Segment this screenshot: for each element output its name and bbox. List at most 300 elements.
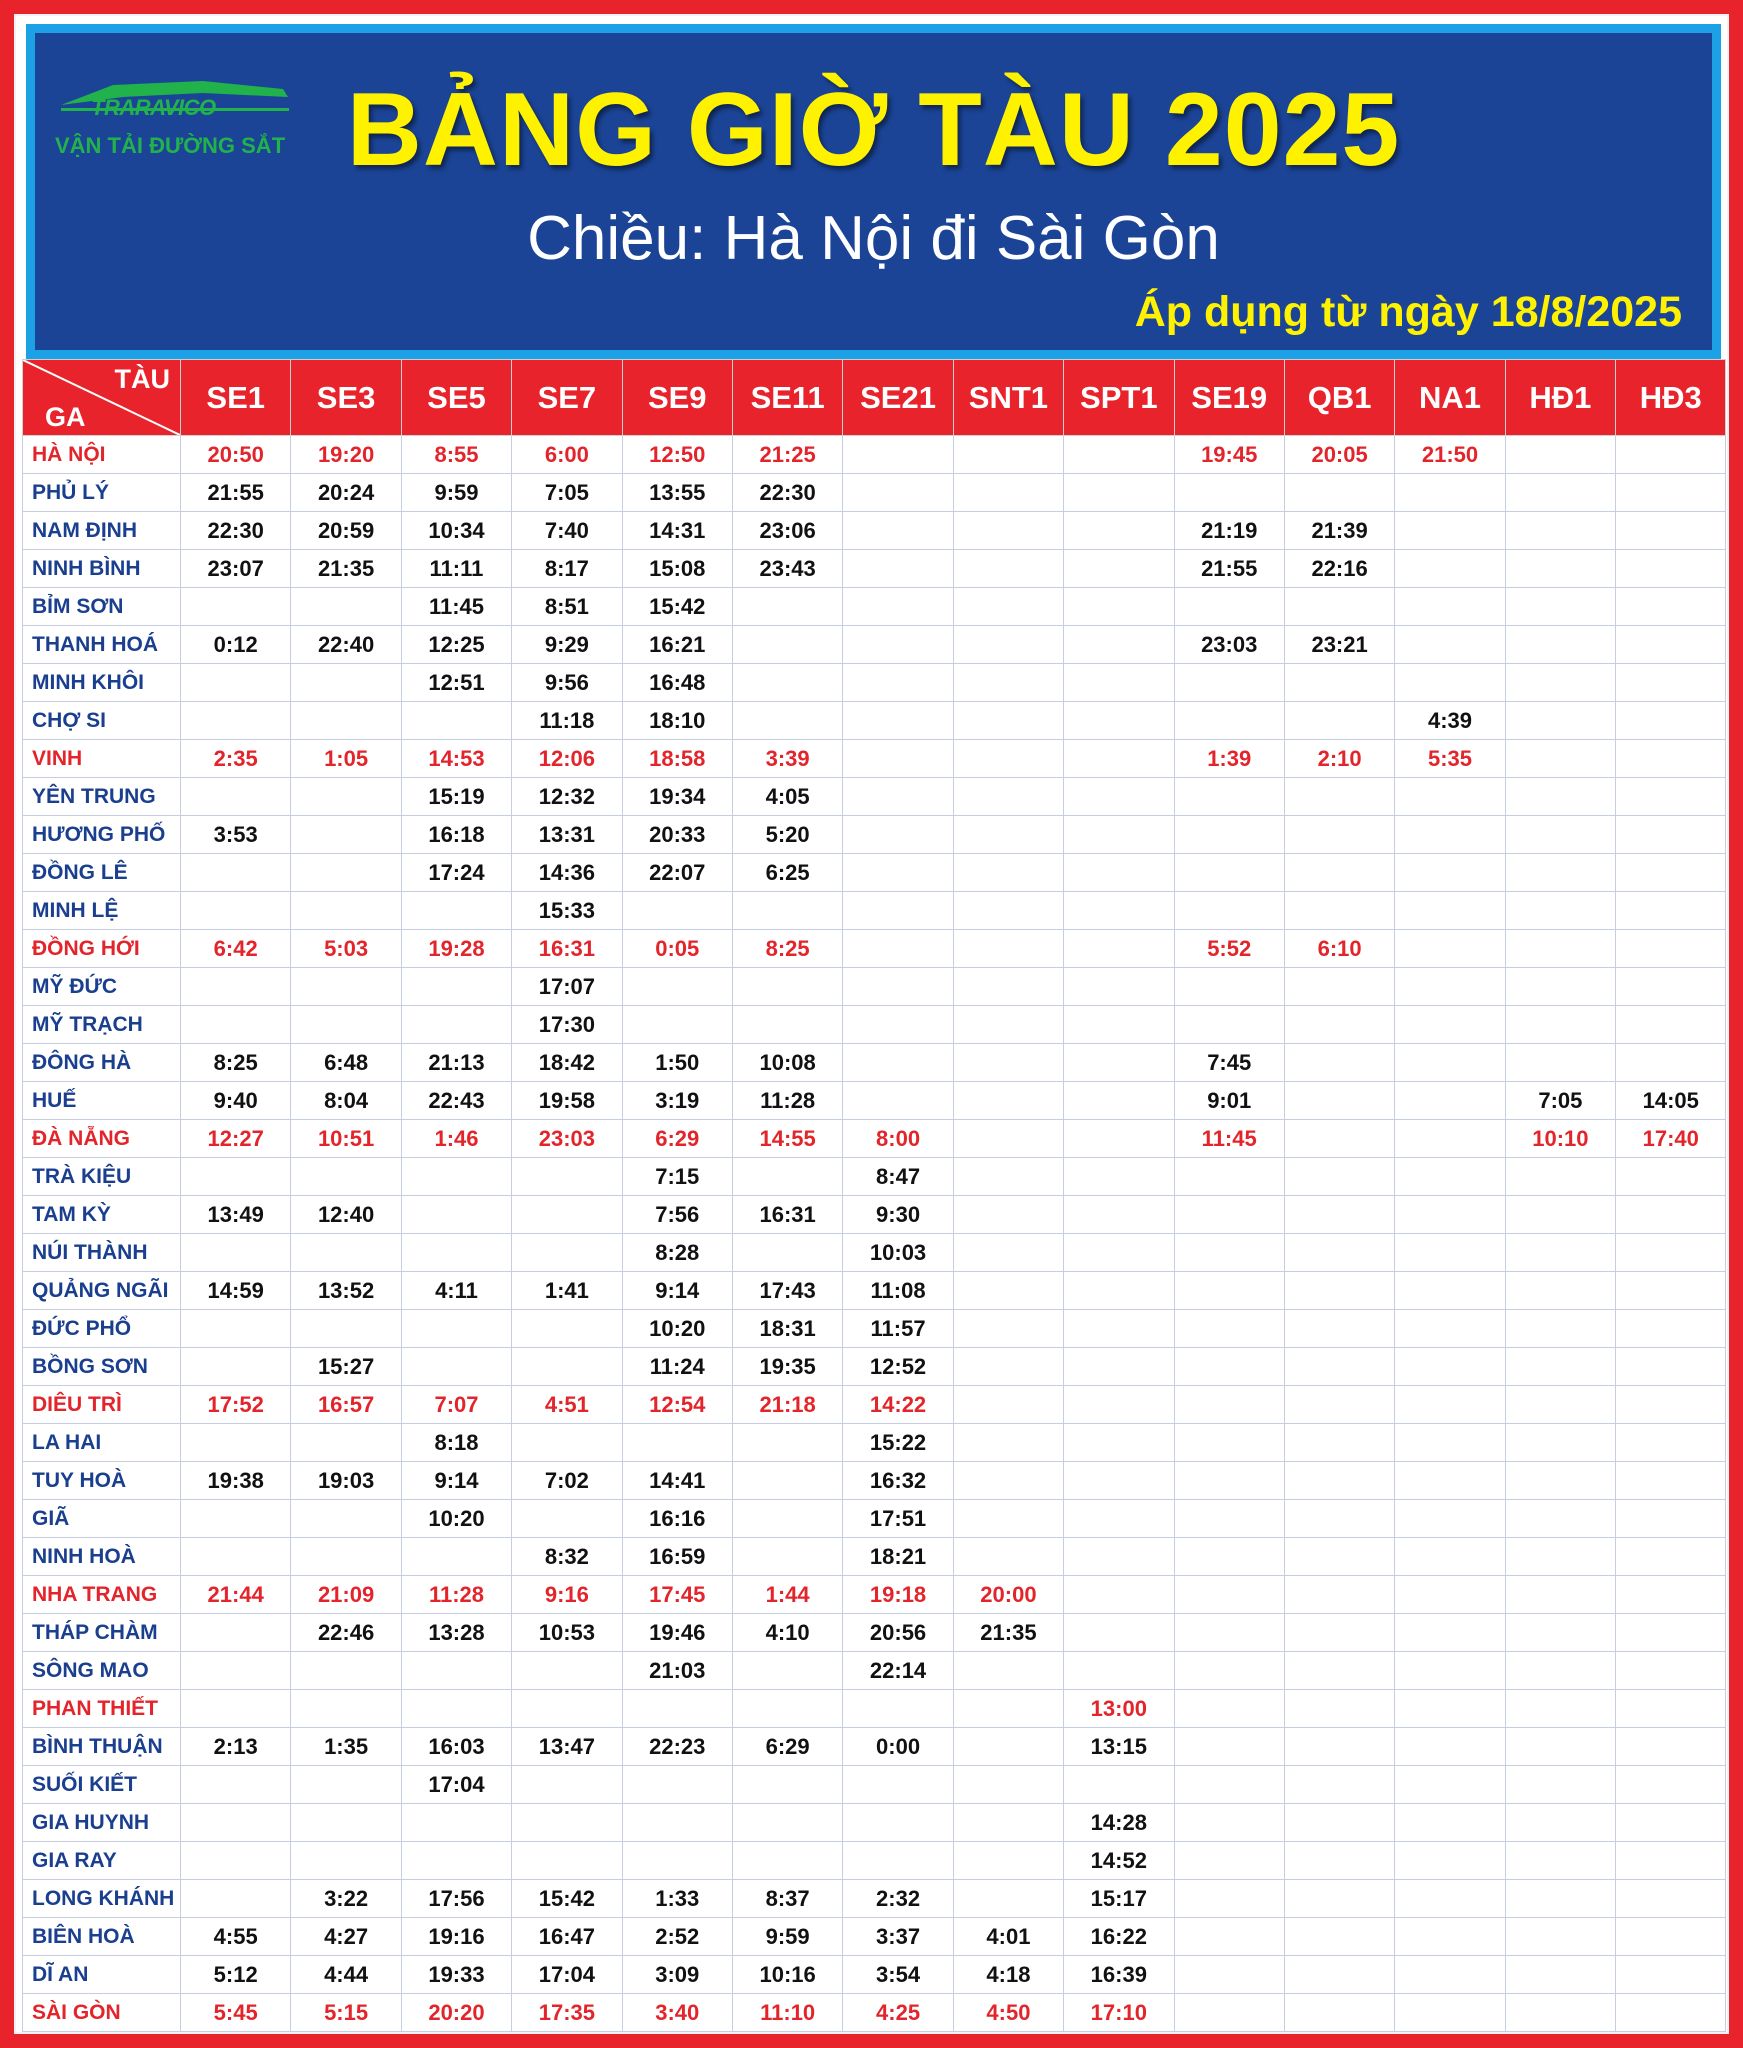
station-name: GIÃ: [23, 1500, 181, 1538]
time-cell: [1616, 1652, 1726, 1690]
time-cell: [1616, 1500, 1726, 1538]
time-cell: [181, 1234, 291, 1272]
time-cell: [1395, 664, 1505, 702]
station-row: [23, 1082, 1726, 1120]
time-cell: [1395, 1044, 1505, 1082]
time-cell: 4:27: [291, 1918, 401, 1956]
time-cell: 16:21: [622, 626, 732, 664]
time-cell: 17:24: [401, 854, 511, 892]
time-cell: [181, 1652, 291, 1690]
time-cell: [401, 1690, 511, 1728]
station-name: THANH HOÁ: [23, 626, 181, 664]
time-cell: 23:07: [181, 550, 291, 588]
time-cell: [1064, 1082, 1174, 1120]
station-row: [23, 664, 1726, 702]
time-cell: [732, 1804, 842, 1842]
time-cell: [1064, 512, 1174, 550]
station-row: [23, 1956, 1726, 1994]
time-cell: [1284, 1614, 1394, 1652]
time-cell: [1174, 1652, 1284, 1690]
time-cell: [1284, 1196, 1394, 1234]
time-cell: [291, 1158, 401, 1196]
time-cell: 9:29: [512, 626, 622, 664]
time-cell: [401, 1842, 511, 1880]
time-cell: 7:05: [1505, 1082, 1615, 1120]
time-cell: [181, 1006, 291, 1044]
station-name: DĨ AN: [23, 1956, 181, 1994]
station-row: [23, 1158, 1726, 1196]
time-cell: 19:33: [401, 1956, 511, 1994]
time-cell: [401, 1310, 511, 1348]
time-cell: [953, 1348, 1063, 1386]
time-cell: [1395, 1500, 1505, 1538]
train-header: SE1: [181, 360, 291, 436]
time-cell: [291, 1006, 401, 1044]
time-cell: [1505, 1272, 1615, 1310]
time-cell: 9:14: [401, 1462, 511, 1500]
time-cell: [1284, 1082, 1394, 1120]
time-cell: 11:11: [401, 550, 511, 588]
time-cell: [1395, 816, 1505, 854]
station-name: NHA TRANG: [23, 1576, 181, 1614]
time-cell: 12:06: [512, 740, 622, 778]
time-cell: [843, 664, 953, 702]
time-cell: [1395, 1310, 1505, 1348]
time-cell: [1395, 854, 1505, 892]
time-cell: [1064, 1196, 1174, 1234]
time-cell: [1616, 1310, 1726, 1348]
corner-cell: [23, 360, 181, 436]
time-cell: [953, 512, 1063, 550]
time-cell: 22:40: [291, 626, 401, 664]
time-cell: [1616, 550, 1726, 588]
time-cell: [1395, 1386, 1505, 1424]
time-cell: [1395, 1804, 1505, 1842]
station-row: [23, 1006, 1726, 1044]
time-cell: [1395, 626, 1505, 664]
time-cell: [953, 930, 1063, 968]
time-cell: [1505, 626, 1615, 664]
time-cell: [1174, 1462, 1284, 1500]
time-cell: [1505, 474, 1615, 512]
station-row: [23, 436, 1726, 474]
time-cell: [291, 1424, 401, 1462]
time-cell: 6:00: [512, 436, 622, 474]
station-row: [23, 1272, 1726, 1310]
time-cell: [953, 436, 1063, 474]
time-cell: 4:10: [732, 1614, 842, 1652]
time-cell: 18:42: [512, 1044, 622, 1082]
time-cell: [953, 1652, 1063, 1690]
time-cell: [1505, 512, 1615, 550]
time-cell: 18:10: [622, 702, 732, 740]
time-cell: 19:45: [1174, 436, 1284, 474]
train-header: QB1: [1284, 360, 1394, 436]
time-cell: [843, 968, 953, 1006]
time-cell: [1395, 1842, 1505, 1880]
time-cell: 20:33: [622, 816, 732, 854]
station-row: [23, 968, 1726, 1006]
station-row: [23, 1728, 1726, 1766]
time-cell: 7:02: [512, 1462, 622, 1500]
station-name: TRÀ KIỆU: [23, 1158, 181, 1196]
time-cell: 3:22: [291, 1880, 401, 1918]
time-cell: [732, 892, 842, 930]
time-cell: 12:27: [181, 1120, 291, 1158]
time-cell: [181, 1424, 291, 1462]
time-cell: 14:52: [1064, 1842, 1174, 1880]
time-cell: [1395, 512, 1505, 550]
time-cell: [732, 1766, 842, 1804]
station-row: [23, 1500, 1726, 1538]
time-cell: [401, 1234, 511, 1272]
time-cell: 17:43: [732, 1272, 842, 1310]
time-cell: 2:32: [843, 1880, 953, 1918]
station-row: [23, 892, 1726, 930]
time-cell: [622, 1690, 732, 1728]
time-cell: [1616, 1424, 1726, 1462]
time-cell: 10:20: [622, 1310, 732, 1348]
time-cell: [1616, 512, 1726, 550]
time-cell: 20:56: [843, 1614, 953, 1652]
time-cell: 17:56: [401, 1880, 511, 1918]
time-cell: [1174, 664, 1284, 702]
time-cell: [1616, 1614, 1726, 1652]
station-name: HUẾ: [23, 1082, 181, 1120]
time-cell: [843, 740, 953, 778]
time-cell: 17:04: [512, 1956, 622, 1994]
station-name: TUY HOÀ: [23, 1462, 181, 1500]
time-cell: [181, 702, 291, 740]
time-cell: [181, 1880, 291, 1918]
time-cell: 22:30: [732, 474, 842, 512]
header-row: [23, 360, 1726, 436]
time-cell: 22:30: [181, 512, 291, 550]
time-cell: [1505, 1386, 1615, 1424]
time-cell: [1064, 664, 1174, 702]
time-cell: 10:51: [291, 1120, 401, 1158]
time-cell: [1284, 1880, 1394, 1918]
time-cell: [1616, 930, 1726, 968]
time-cell: [1616, 474, 1726, 512]
time-cell: 21:19: [1174, 512, 1284, 550]
time-cell: [1616, 854, 1726, 892]
station-row: [23, 1120, 1726, 1158]
station-name: MINH KHÔI: [23, 664, 181, 702]
train-header: SE21: [843, 360, 953, 436]
time-cell: [953, 626, 1063, 664]
time-cell: 10:03: [843, 1234, 953, 1272]
time-cell: 18:21: [843, 1538, 953, 1576]
time-cell: 13:49: [181, 1196, 291, 1234]
time-cell: 16:39: [1064, 1956, 1174, 1994]
time-cell: 22:16: [1284, 550, 1394, 588]
time-cell: 21:25: [732, 436, 842, 474]
time-cell: [181, 1538, 291, 1576]
time-cell: [1284, 778, 1394, 816]
time-cell: [1616, 436, 1726, 474]
station-name: HÀ NỘI: [23, 436, 181, 474]
time-cell: 9:59: [732, 1918, 842, 1956]
time-cell: [1505, 1956, 1615, 1994]
time-cell: [1284, 1500, 1394, 1538]
time-cell: [843, 1690, 953, 1728]
time-cell: [843, 778, 953, 816]
time-cell: [1395, 1006, 1505, 1044]
time-cell: [1064, 930, 1174, 968]
time-cell: 20:00: [953, 1576, 1063, 1614]
time-cell: 4:50: [953, 1994, 1063, 2032]
time-cell: [953, 1120, 1063, 1158]
time-cell: [1395, 1652, 1505, 1690]
time-cell: 12:40: [291, 1196, 401, 1234]
time-cell: 21:18: [732, 1386, 842, 1424]
time-cell: [1395, 1462, 1505, 1500]
time-cell: [953, 1234, 1063, 1272]
time-cell: [1616, 1576, 1726, 1614]
time-cell: [953, 588, 1063, 626]
time-cell: [1174, 1614, 1284, 1652]
time-cell: 19:46: [622, 1614, 732, 1652]
time-cell: [1284, 1310, 1394, 1348]
time-cell: [1284, 1348, 1394, 1386]
time-cell: 21:50: [1395, 436, 1505, 474]
time-cell: [1616, 968, 1726, 1006]
time-cell: 8:55: [401, 436, 511, 474]
time-cell: [953, 968, 1063, 1006]
logo-subtitle: VẬN TẢI ĐƯỜNG SẮT: [55, 133, 286, 158]
time-cell: [843, 588, 953, 626]
station-row: [23, 1044, 1726, 1082]
time-cell: [843, 702, 953, 740]
time-cell: [622, 892, 732, 930]
time-cell: 17:45: [622, 1576, 732, 1614]
time-cell: [1395, 930, 1505, 968]
time-cell: [843, 1044, 953, 1082]
time-cell: [1064, 1310, 1174, 1348]
time-cell: 14:41: [622, 1462, 732, 1500]
time-cell: [843, 626, 953, 664]
time-cell: [1395, 1956, 1505, 1994]
time-cell: [291, 854, 401, 892]
time-cell: 0:00: [843, 1728, 953, 1766]
time-cell: [1174, 816, 1284, 854]
time-cell: [953, 664, 1063, 702]
time-cell: [181, 1310, 291, 1348]
time-cell: 23:21: [1284, 626, 1394, 664]
time-cell: [953, 816, 1063, 854]
time-cell: [401, 1538, 511, 1576]
time-cell: [953, 1538, 1063, 1576]
station-name: PHỦ LÝ: [23, 474, 181, 512]
time-cell: [1064, 1462, 1174, 1500]
time-cell: [843, 1804, 953, 1842]
station-row: [23, 1576, 1726, 1614]
station-name: VINH: [23, 740, 181, 778]
time-cell: 4:25: [843, 1994, 953, 2032]
time-cell: 23:03: [512, 1120, 622, 1158]
time-cell: 11:28: [401, 1576, 511, 1614]
logo-wordmark: TRARAVICO: [91, 95, 216, 120]
time-cell: [732, 1652, 842, 1690]
time-cell: 14:22: [843, 1386, 953, 1424]
time-cell: 12:51: [401, 664, 511, 702]
time-cell: [181, 1348, 291, 1386]
time-cell: [732, 588, 842, 626]
time-cell: [1505, 1196, 1615, 1234]
station-row: [23, 816, 1726, 854]
time-cell: [1064, 1006, 1174, 1044]
time-cell: 2:13: [181, 1728, 291, 1766]
time-cell: [1395, 1614, 1505, 1652]
time-cell: [1174, 1234, 1284, 1272]
time-cell: 1:33: [622, 1880, 732, 1918]
train-header: SE5: [401, 360, 511, 436]
header-banner: [26, 24, 1721, 359]
time-cell: [953, 892, 1063, 930]
time-cell: [1174, 1386, 1284, 1424]
time-cell: [512, 1348, 622, 1386]
time-cell: 21:55: [1174, 550, 1284, 588]
time-cell: 15:08: [622, 550, 732, 588]
time-cell: [1284, 1272, 1394, 1310]
station-row: [23, 512, 1726, 550]
time-cell: [622, 968, 732, 1006]
time-cell: [1505, 436, 1615, 474]
time-cell: 4:55: [181, 1918, 291, 1956]
time-cell: 19:28: [401, 930, 511, 968]
time-cell: [1174, 1842, 1284, 1880]
time-cell: [1505, 1576, 1615, 1614]
time-cell: 17:10: [1064, 1994, 1174, 2032]
station-row: [23, 1804, 1726, 1842]
time-cell: [1616, 1462, 1726, 1500]
station-name: GIA RAY: [23, 1842, 181, 1880]
time-cell: [181, 1842, 291, 1880]
time-cell: [291, 1690, 401, 1728]
time-cell: 11:08: [843, 1272, 953, 1310]
time-cell: [1284, 1158, 1394, 1196]
time-cell: [953, 1690, 1063, 1728]
time-cell: 21:55: [181, 474, 291, 512]
time-cell: [1616, 626, 1726, 664]
time-cell: [1505, 816, 1615, 854]
time-cell: [1174, 1500, 1284, 1538]
station-row: [23, 1766, 1726, 1804]
time-cell: [291, 664, 401, 702]
train-header: SE3: [291, 360, 401, 436]
time-cell: [512, 1158, 622, 1196]
time-cell: [1616, 892, 1726, 930]
time-cell: [1395, 1234, 1505, 1272]
time-cell: [1616, 1690, 1726, 1728]
time-cell: [512, 1196, 622, 1234]
time-cell: 6:48: [291, 1044, 401, 1082]
time-cell: 10:53: [512, 1614, 622, 1652]
station-name: QUẢNG NGÃI: [23, 1272, 181, 1310]
time-cell: [1616, 1994, 1726, 2032]
station-row: [23, 1690, 1726, 1728]
time-cell: [1064, 1272, 1174, 1310]
time-cell: [1505, 1234, 1615, 1272]
time-cell: [1064, 588, 1174, 626]
time-cell: [1284, 1956, 1394, 1994]
time-cell: [1616, 1044, 1726, 1082]
time-cell: [1505, 1310, 1615, 1348]
time-cell: 8:28: [622, 1234, 732, 1272]
train-header: SPT1: [1064, 360, 1174, 436]
time-cell: [1616, 1158, 1726, 1196]
time-cell: 0:05: [622, 930, 732, 968]
time-cell: [291, 1804, 401, 1842]
time-cell: [1616, 1766, 1726, 1804]
time-cell: [1616, 1234, 1726, 1272]
time-cell: [1505, 1348, 1615, 1386]
time-cell: 22:14: [843, 1652, 953, 1690]
time-cell: [291, 892, 401, 930]
time-cell: 22:46: [291, 1614, 401, 1652]
time-cell: 12:32: [512, 778, 622, 816]
time-cell: [953, 778, 1063, 816]
station-row: [23, 778, 1726, 816]
time-cell: [291, 778, 401, 816]
time-cell: 20:59: [291, 512, 401, 550]
time-cell: [291, 1652, 401, 1690]
time-cell: [732, 1234, 842, 1272]
time-cell: 19:03: [291, 1462, 401, 1500]
time-cell: [1284, 892, 1394, 930]
time-cell: [1284, 816, 1394, 854]
time-cell: 1:35: [291, 1728, 401, 1766]
station-row: [23, 626, 1726, 664]
time-cell: [732, 1690, 842, 1728]
time-cell: [1616, 1196, 1726, 1234]
time-cell: [732, 1500, 842, 1538]
station-name: MỸ ĐỨC: [23, 968, 181, 1006]
time-cell: [1064, 1348, 1174, 1386]
time-cell: [732, 1462, 842, 1500]
time-cell: 13:00: [1064, 1690, 1174, 1728]
time-cell: [953, 1044, 1063, 1082]
station-name: NINH BÌNH: [23, 550, 181, 588]
time-cell: [1064, 1044, 1174, 1082]
time-cell: [1174, 1576, 1284, 1614]
station-name: LA HAI: [23, 1424, 181, 1462]
time-cell: [181, 1500, 291, 1538]
time-cell: 10:10: [1505, 1120, 1615, 1158]
time-cell: 12:52: [843, 1348, 953, 1386]
time-cell: [622, 1842, 732, 1880]
time-cell: 1:41: [512, 1272, 622, 1310]
station-row: [23, 1348, 1726, 1386]
time-cell: [1616, 664, 1726, 702]
station-name: ĐỒNG LÊ: [23, 854, 181, 892]
time-cell: [1505, 968, 1615, 1006]
time-cell: [1505, 1424, 1615, 1462]
time-cell: 8:32: [512, 1538, 622, 1576]
time-cell: 9:14: [622, 1272, 732, 1310]
time-cell: [1505, 1842, 1615, 1880]
time-cell: 13:15: [1064, 1728, 1174, 1766]
time-cell: 6:29: [622, 1120, 732, 1158]
time-cell: 17:52: [181, 1386, 291, 1424]
time-cell: [1064, 816, 1174, 854]
time-cell: 11:18: [512, 702, 622, 740]
time-cell: [953, 1804, 1063, 1842]
time-cell: 3:37: [843, 1918, 953, 1956]
time-cell: [1174, 1880, 1284, 1918]
time-cell: [1174, 1766, 1284, 1804]
